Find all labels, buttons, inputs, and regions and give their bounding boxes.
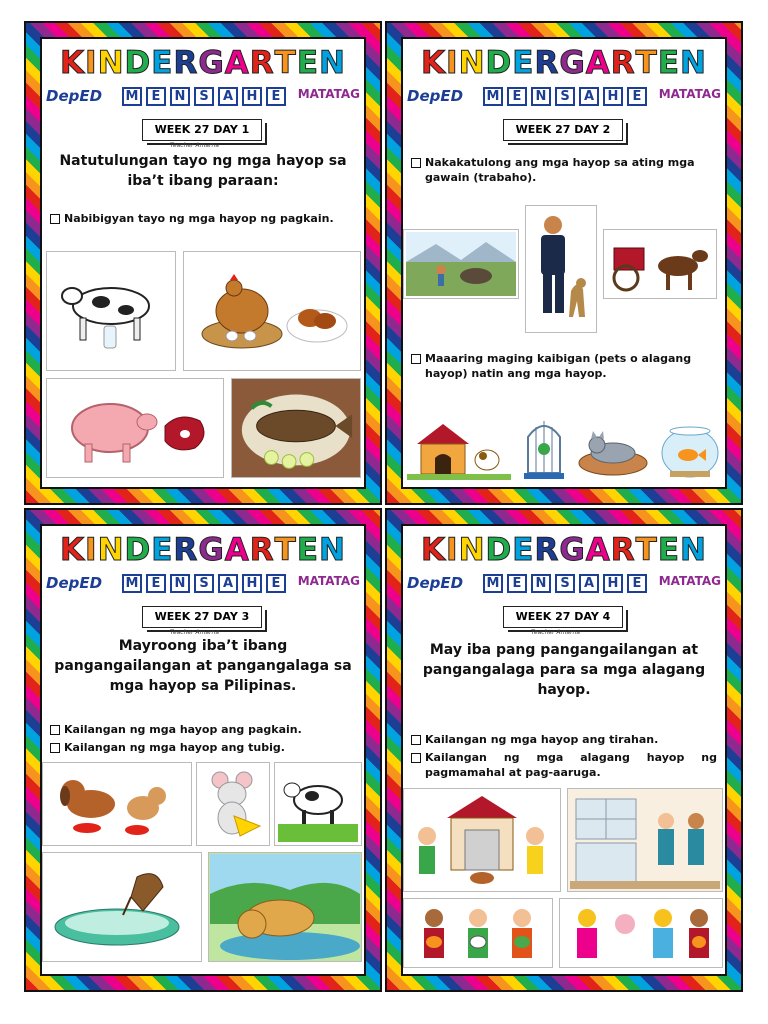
kids-dog-house-image (403, 788, 561, 892)
card-day-2 (385, 21, 743, 505)
checkbox-icon (411, 354, 421, 364)
teacher-credit: Teacher Amarna (170, 142, 220, 149)
pet-shelter-image (567, 788, 723, 892)
lion-drinking-image (208, 852, 362, 962)
matatag-logo: MATATAG (658, 574, 721, 588)
card-title: Natutulungan tayo ng mga hayop sa iba’t ibang paraan: (59, 153, 347, 189)
card-day-3 (24, 508, 382, 992)
kindergarten-title: KINDERGARTEN (421, 45, 707, 81)
mensahe-banner: M E N S A H E (483, 87, 647, 106)
matatag-logo: MATATAG (658, 87, 721, 101)
card-title: May iba pang pangangailangan at pangangalaga para sa mga alagang hayop. (422, 642, 706, 698)
checkbox-icon (50, 725, 60, 735)
card-content (401, 37, 727, 489)
card-day-1 (24, 21, 382, 505)
kids-hugging-pets-image (559, 898, 723, 968)
deped-logo: DepED (46, 574, 103, 592)
mensahe-banner: M E N S A H E (122, 574, 286, 593)
matatag-logo: MATATAG (297, 87, 360, 101)
pig-and-meat-image (46, 378, 224, 478)
bullet-item: Maaaring maging kaibigan (pets o alagang hayop) natin ang mga hayop. (411, 351, 717, 381)
matatag-logo: MATATAG (297, 574, 360, 588)
kindergarten-title: KINDERGARTEN (60, 532, 346, 568)
grilled-fish-image (231, 378, 361, 478)
kindergarten-title: KINDERGARTEN (60, 45, 346, 81)
mouse-cheese-image (196, 762, 270, 846)
card-day-4 (385, 508, 743, 992)
kids-holding-pets-image (403, 898, 553, 968)
week-label: WEEK 27 DAY 2 (503, 119, 623, 141)
week-label: WEEK 27 DAY 1 (142, 119, 262, 141)
fish-bowl-image (659, 415, 721, 485)
checkbox-icon (411, 735, 421, 745)
bullet-item: Kailangan ng mga hayop ang tubig. (50, 740, 356, 755)
bullet-item: Nakakatulong ang mga hayop sa ating mga gawain (trabaho). (411, 155, 717, 185)
card-content (40, 37, 366, 489)
card-title: Mayroong iba’t ibang pangangailangan at pangangalaga sa mga hayop sa Pilipinas. (54, 638, 352, 694)
teacher-credit: Teacher Amarna (531, 629, 581, 636)
card-content (40, 524, 366, 976)
mensahe-banner: M E N S A H E (122, 87, 286, 106)
kindergarten-title: KINDERGARTEN (421, 532, 707, 568)
dog-cat-eating-image (42, 762, 192, 846)
bullet-item: Kailangan ng mga hayop ang pagkain. (50, 722, 356, 737)
checkbox-icon (50, 743, 60, 753)
horse-carriage-image (603, 229, 717, 299)
bullet-item: Nabibigyan tayo ng mga hayop ng pagkain. (50, 211, 356, 226)
deped-logo: DepED (407, 87, 464, 105)
bullet-item: Kailangan ng mga hayop ang tirahan. (411, 732, 717, 747)
bullet-item: Kailangan ng mga alagang hayop ng pagmamahal at pag-aaruga. (411, 750, 717, 780)
bird-drinking-image (42, 852, 202, 962)
cow-and-milk-image (46, 251, 176, 371)
cow-grass-image (274, 762, 362, 846)
hen-and-fried-chicken-image (183, 251, 361, 371)
teacher-credit: Teacher Amarna (170, 629, 220, 636)
checkbox-icon (50, 214, 60, 224)
week-label: WEEK 27 DAY 4 (503, 606, 623, 628)
week-label: WEEK 27 DAY 3 (142, 606, 262, 628)
mensahe-banner: M E N S A H E (483, 574, 647, 593)
checkbox-icon (411, 158, 421, 168)
dog-house-image (403, 417, 515, 483)
farmer-carabao-image (403, 229, 519, 299)
cat-basket-image (573, 419, 653, 481)
card-content (401, 524, 727, 976)
checkbox-icon (411, 753, 421, 763)
deped-logo: DepED (46, 87, 103, 105)
bird-cage-image (521, 409, 567, 485)
police-dog-image (525, 205, 597, 333)
deped-logo: DepED (407, 574, 464, 592)
